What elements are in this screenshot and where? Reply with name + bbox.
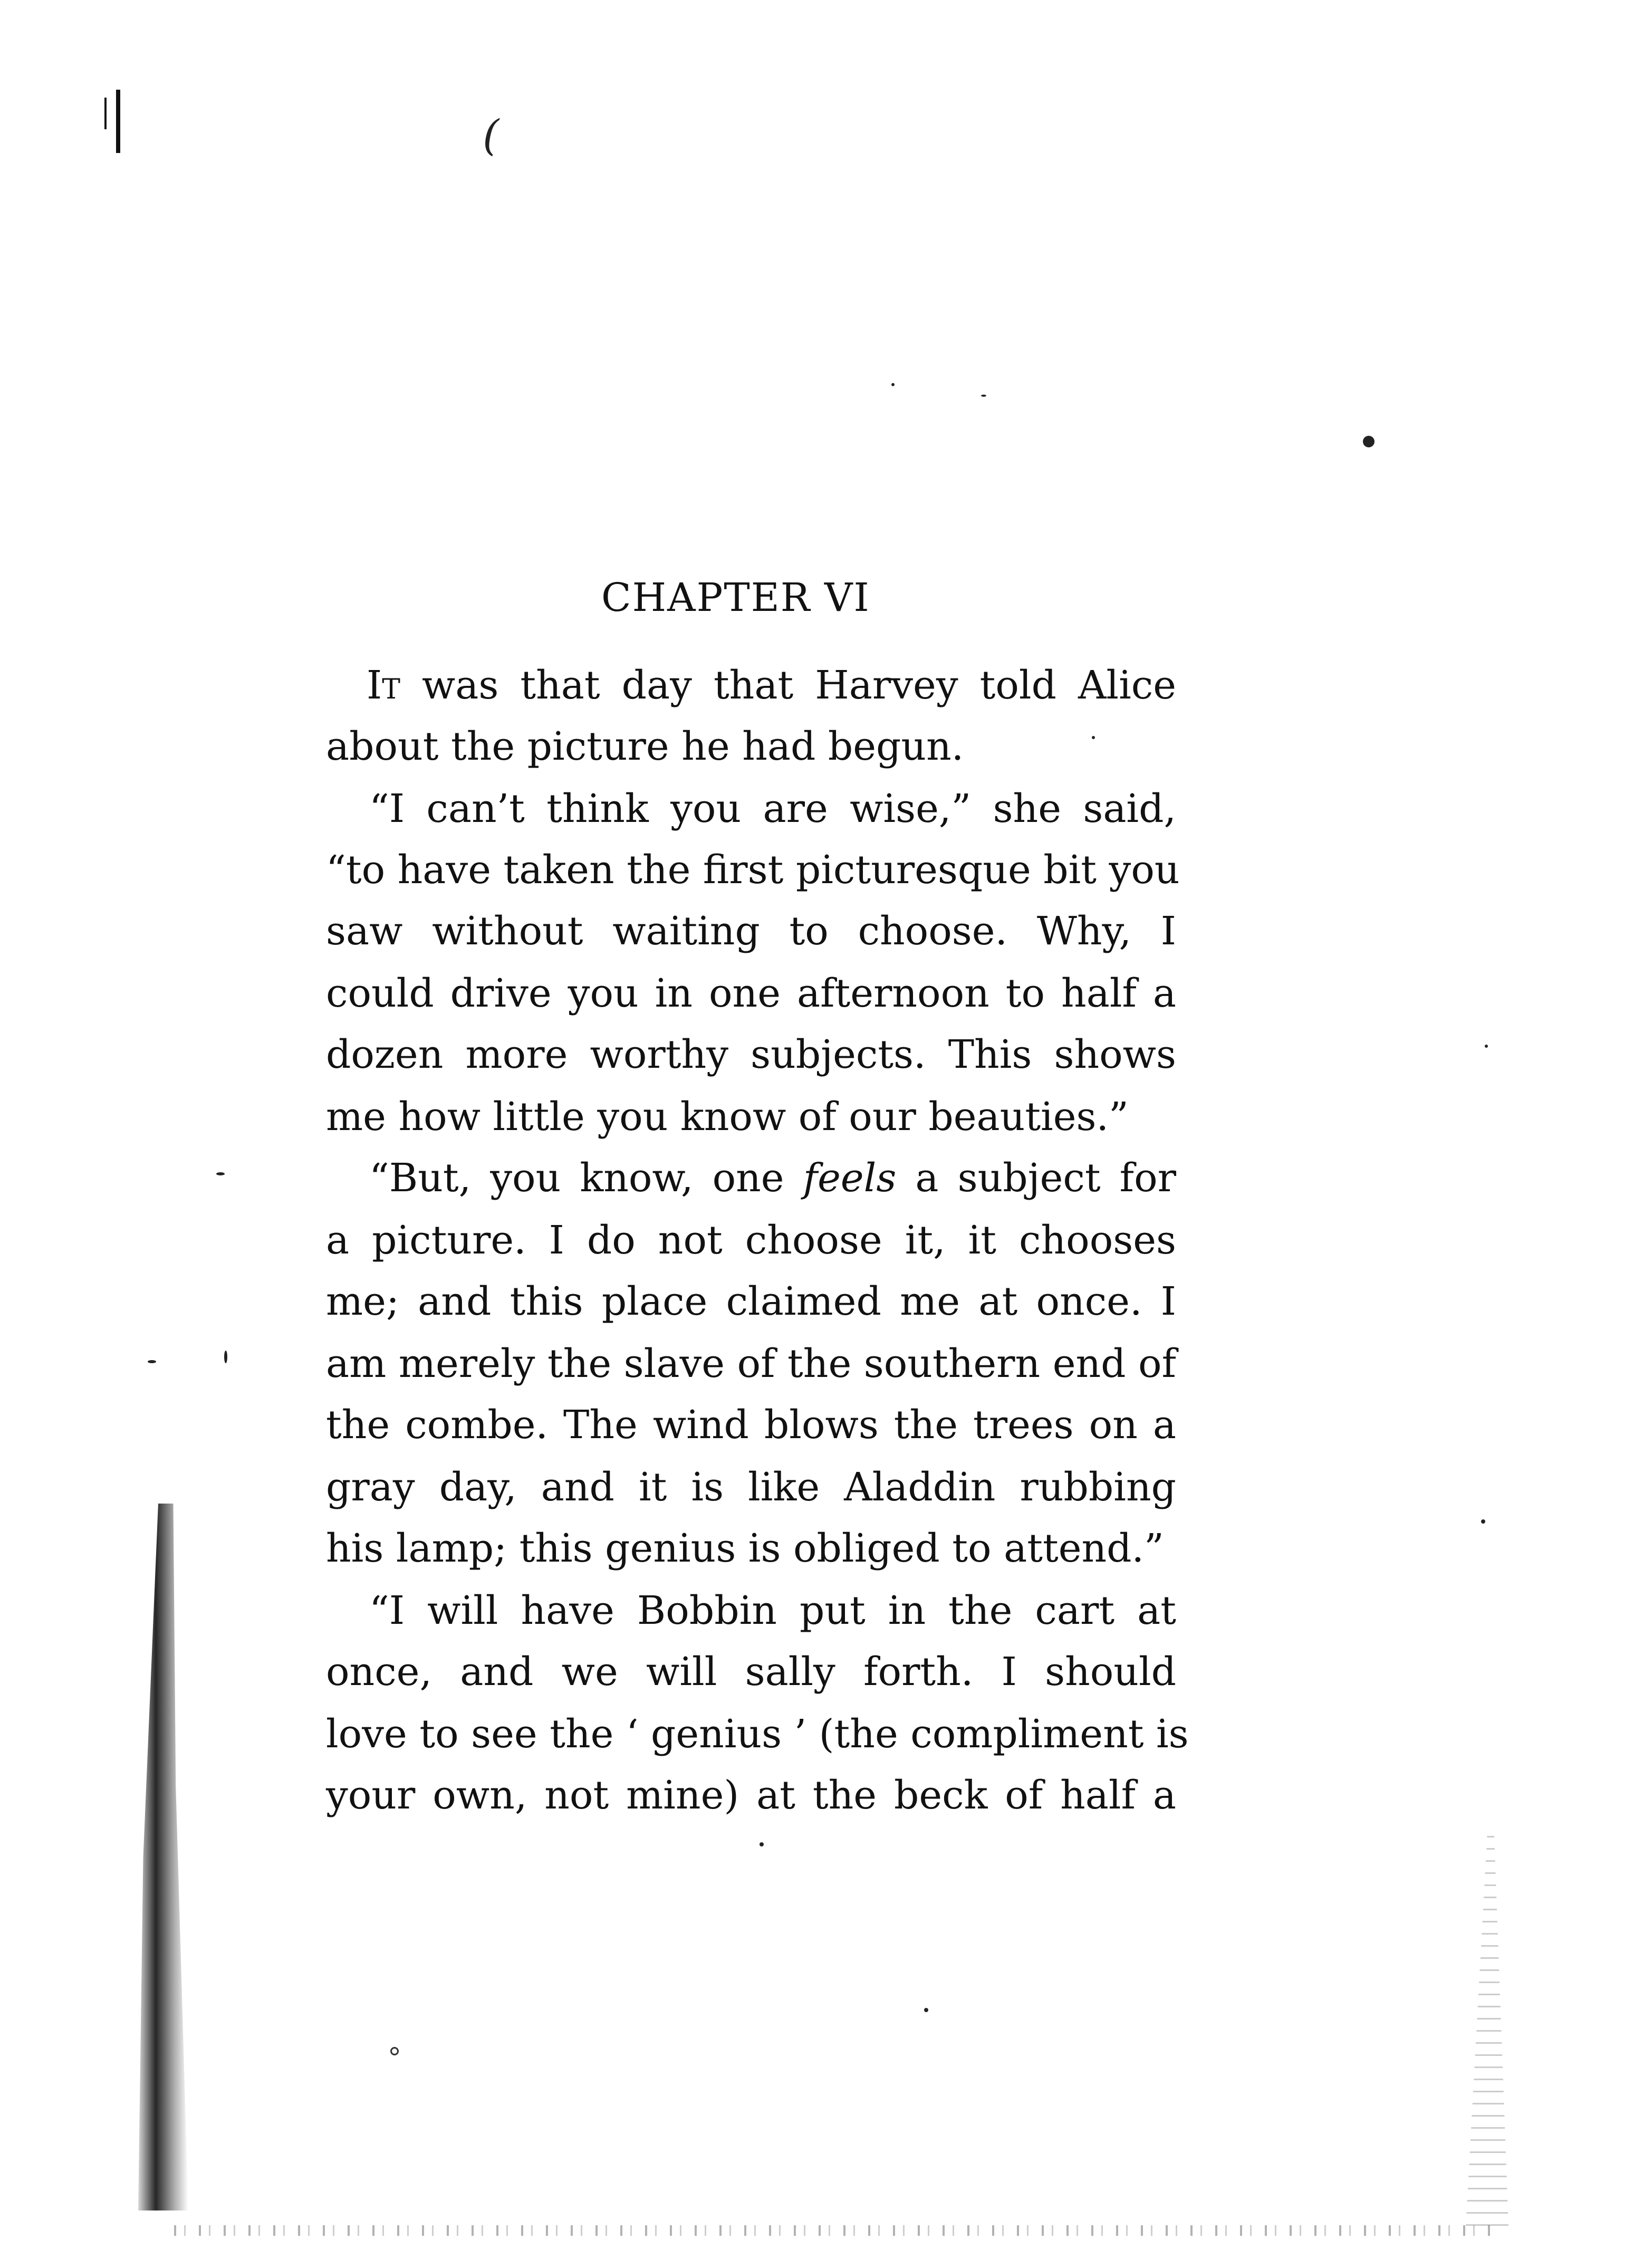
- scan-speck: [1363, 436, 1375, 447]
- scan-edge-mark: [116, 90, 120, 153]
- scan-speck: [760, 1842, 764, 1846]
- scan-speck: [981, 395, 986, 397]
- scan-speck: [390, 2047, 399, 2055]
- scan-speck: [216, 1172, 225, 1175]
- text-line: about the picture he had begun.: [326, 724, 964, 769]
- scan-speck: [1485, 1045, 1488, 1048]
- text-line: “I will have Bobbin put in the cart at: [369, 1588, 1176, 1633]
- text-line: his lamp; this genius is obliged to attend.”: [326, 1526, 1164, 1571]
- emphasis: feels: [803, 1155, 897, 1201]
- text-line: gray day, and it is like Aladdin rubbing: [326, 1465, 1176, 1510]
- scan-speck: [924, 2008, 928, 2012]
- text-line: the combe. The wind blows the trees on a: [326, 1402, 1176, 1448]
- text-line: am merely the slave of the southern end of: [326, 1341, 1176, 1386]
- text-line: dozen more worthy subjects. This shows: [326, 1032, 1176, 1077]
- text-line: “I can’t think you are wise,” she said,: [369, 786, 1176, 831]
- scan-edge-noise: [1461, 1836, 1508, 2226]
- chapter-heading: CHAPTER VI: [601, 575, 870, 620]
- text-line: once, and we will sally forth. I should: [326, 1649, 1176, 1695]
- text-line: a picture. I do not choose it, it chooses: [326, 1218, 1176, 1263]
- text-line: me; and this place claimed me at once. I: [326, 1279, 1176, 1324]
- text-line: your own, not mine) at the beck of half a: [326, 1773, 1176, 1818]
- scan-bottom-noise: [174, 2225, 1493, 2236]
- scan-speck: [148, 1360, 156, 1363]
- drop-word: It: [367, 663, 400, 708]
- scan-speck: [891, 383, 895, 386]
- text-line: It was that day that Harvey told Alice: [367, 663, 1176, 708]
- scan-speck: [1481, 1519, 1485, 1524]
- scan-speck: [224, 1351, 227, 1363]
- text-line: “to have taken the first picturesque bit you: [326, 847, 1180, 893]
- text-line: saw without waiting to choose. Why, I: [326, 908, 1176, 954]
- text-line: “But, you know, one feels a subject for: [369, 1155, 1176, 1201]
- text-line: love to see the ‘ genius ’ (the compliment is: [326, 1711, 1189, 1757]
- scan-binding-shadow: [138, 1504, 188, 2210]
- text-line: me how little you know of our beauties.”: [326, 1094, 1129, 1140]
- margin-pencil-mark: (: [483, 111, 499, 160]
- scan-edge-mark: [104, 98, 107, 129]
- text-line: could drive you in one afternoon to half a: [326, 971, 1176, 1016]
